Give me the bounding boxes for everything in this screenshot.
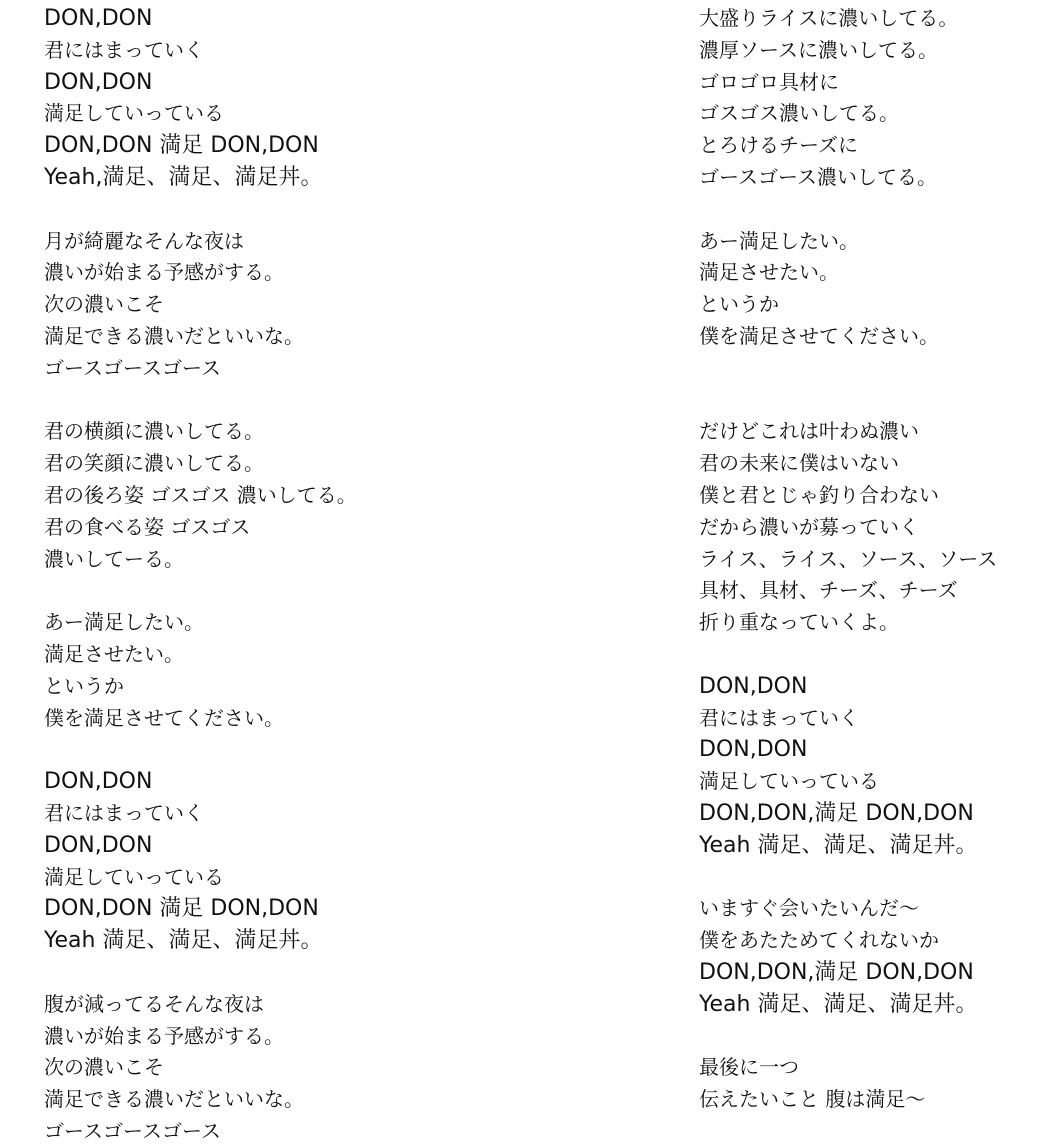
lyric-line: 君の後ろ姿 ゴスゴス 濃いしてる。 bbox=[44, 482, 357, 507]
lyrics-column-left bbox=[44, 3, 357, 1148]
blank-line bbox=[699, 385, 997, 417]
lyric-line: Yeah,満足、満足、満足丼。 bbox=[44, 164, 323, 190]
lyric-line: 僕を満足させてください。 bbox=[699, 323, 939, 348]
blank-line bbox=[44, 194, 357, 226]
lyric-line: 満足していっている bbox=[699, 769, 879, 794]
lyric-line: 最後に一つ bbox=[699, 1055, 799, 1080]
blank-line bbox=[44, 957, 357, 989]
blank-line bbox=[699, 353, 997, 385]
lyric-line: ゴスゴス濃いしてる。 bbox=[699, 101, 899, 126]
lyric-line: あー満足したい。 bbox=[44, 610, 204, 635]
lyric-line: DON,DON bbox=[44, 6, 153, 31]
lyric-line: 君の横顔に濃いしてる。 bbox=[44, 419, 264, 444]
lyric-line: DON,DON,満足 DON,DON bbox=[699, 959, 974, 985]
lyric-line: 君の未来に僕はいない bbox=[699, 451, 899, 476]
lyric-line: 濃いが始まる予感がする。 bbox=[44, 260, 284, 285]
lyric-line: 濃いが始まる予感がする。 bbox=[44, 1023, 284, 1048]
lyric-line: DON,DON bbox=[699, 737, 808, 763]
lyric-line: DON,DON 満足 DON,DON bbox=[44, 133, 319, 159]
blank-line bbox=[44, 385, 357, 417]
lyric-line: 満足できる濃いだといいな。 bbox=[44, 323, 304, 348]
lyric-line: 濃いしてーる。 bbox=[44, 546, 184, 571]
blank-line bbox=[44, 734, 357, 766]
lyric-line: だけどこれは叶わぬ濃い bbox=[699, 419, 919, 444]
lyric-line: DON,DON 満足 DON,DON bbox=[44, 896, 319, 922]
blank-line bbox=[699, 1021, 997, 1053]
blank-line bbox=[699, 194, 997, 226]
lyric-line: 君にはまっていく bbox=[699, 705, 859, 730]
lyric-line: 次の濃いこそ bbox=[44, 292, 164, 317]
lyric-line: 折り重なっていくよ。 bbox=[699, 610, 899, 635]
blank-line bbox=[699, 862, 997, 894]
lyric-line: 君にはまっていく bbox=[44, 37, 204, 62]
lyric-line: 君の食べる姿 ゴスゴス bbox=[44, 514, 251, 539]
lyric-line: ライス、ライス、ソース、ソース bbox=[699, 546, 998, 571]
lyric-line: あー満足したい。 bbox=[699, 228, 859, 253]
lyric-line: Yeah 満足、満足、満足丼。 bbox=[44, 928, 323, 954]
lyric-line: 大盛りライスに濃いしてる。 bbox=[699, 6, 959, 30]
lyric-line: DON,DON bbox=[44, 769, 153, 795]
lyric-line: 僕を満足させてください。 bbox=[44, 705, 284, 730]
lyric-line: 満足させたい。 bbox=[699, 260, 839, 285]
lyric-line: だから濃いが募っていく bbox=[699, 514, 919, 539]
lyric-line: 濃厚ソースに濃いしてる。 bbox=[699, 37, 938, 62]
lyric-line: DON,DON bbox=[44, 832, 153, 858]
lyric-line: 満足していっている bbox=[44, 101, 224, 126]
blank-line bbox=[699, 639, 997, 671]
lyric-line: 具材、具材、チーズ、チーズ bbox=[699, 578, 958, 603]
lyric-line: ゴースゴースゴース bbox=[44, 1118, 221, 1143]
lyric-line: 伝えたいこと 腹は満足～ bbox=[699, 1087, 926, 1112]
lyrics-column-right bbox=[699, 3, 997, 1116]
lyric-line: というか bbox=[44, 673, 124, 698]
lyric-line: ゴースゴースゴース bbox=[44, 355, 221, 380]
lyric-line: ゴロゴロ具材に bbox=[699, 69, 839, 94]
lyric-line: 僕をあたためてくれないか bbox=[699, 928, 939, 953]
lyric-line: 腹が減ってるそんな夜は bbox=[44, 991, 264, 1016]
lyric-line: 満足できる濃いだといいな。 bbox=[44, 1087, 304, 1112]
lyric-line: DON,DON bbox=[699, 673, 808, 699]
lyric-line: Yeah 満足、満足、満足丼。 bbox=[699, 991, 978, 1017]
lyric-line: 君の笑顔に濃いしてる。 bbox=[44, 451, 264, 476]
lyric-line: 満足させたい。 bbox=[44, 641, 184, 666]
lyric-line: 月が綺麗なそんな夜は bbox=[44, 228, 244, 253]
lyric-line: 満足していっている bbox=[44, 864, 224, 889]
lyric-line: 次の濃いこそ bbox=[44, 1055, 164, 1080]
lyric-line: 君にはまっていく bbox=[44, 800, 204, 825]
lyric-line: DON,DON bbox=[44, 69, 153, 95]
lyric-line: というか bbox=[699, 292, 779, 317]
lyric-line: Yeah 満足、満足、満足丼。 bbox=[699, 832, 978, 858]
lyric-line: DON,DON,満足 DON,DON bbox=[699, 800, 974, 826]
lyric-line: いますぐ会いたいんだ～ bbox=[699, 896, 919, 921]
lyric-line: 僕と君とじゃ釣り合わない bbox=[699, 482, 939, 507]
lyric-line: ゴースゴース濃いしてる。 bbox=[699, 164, 937, 189]
blank-line bbox=[44, 575, 357, 607]
lyric-line: とろけるチーズに bbox=[699, 133, 858, 158]
